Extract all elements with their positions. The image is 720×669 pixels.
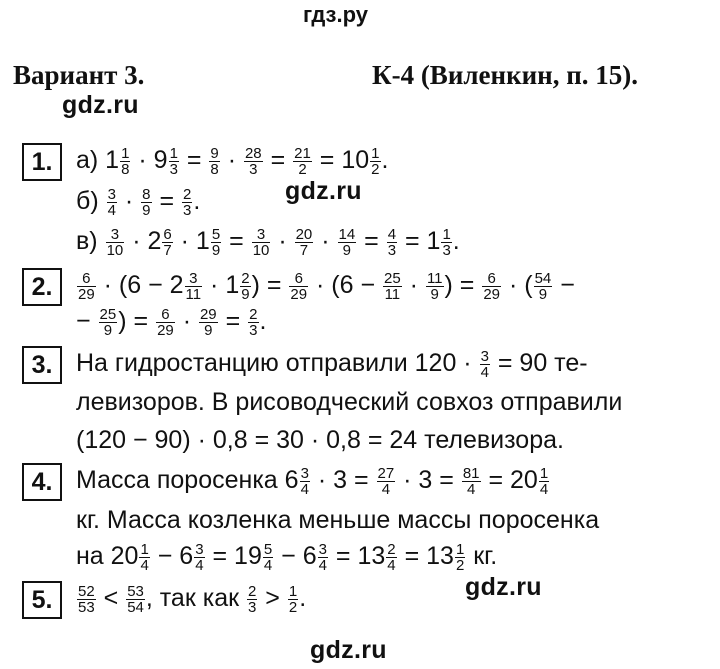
fraction-denominator: 9 (103, 321, 113, 339)
fraction-denominator: 2 (371, 160, 380, 178)
math-text: = 20 (481, 466, 538, 494)
fraction-numerator: 8 (142, 185, 151, 203)
math-text: . (381, 146, 389, 174)
fraction-denominator: 3 (169, 160, 178, 178)
watermark: gdz.ru (310, 636, 387, 664)
fraction (156, 307, 175, 338)
fraction (106, 227, 125, 258)
fraction-numerator: 2 (387, 540, 396, 558)
fraction-denominator: 9 (204, 321, 213, 339)
fraction-numerator: 1 (121, 144, 130, 162)
fraction-denominator: 7 (299, 241, 309, 259)
fraction-denominator: 4 (263, 556, 273, 574)
fraction-denominator: 29 (157, 321, 174, 339)
solution-line-t4c (76, 541, 497, 573)
fraction-denominator: 4 (381, 480, 391, 498)
fraction-numerator: 6 (163, 225, 172, 243)
fraction (462, 466, 481, 497)
math-text: · (402, 271, 425, 299)
fraction (244, 146, 263, 177)
solution-line-t4a (76, 465, 550, 497)
math-text: = 13 (328, 542, 386, 570)
fraction-numerator: 2 (183, 185, 192, 203)
fraction-denominator: 29 (290, 285, 308, 303)
math-text: · 9 (131, 146, 168, 174)
fraction-numerator: 5 (263, 540, 273, 558)
fraction-denominator: 2 (288, 598, 298, 616)
fraction-numerator: 6 (77, 271, 96, 287)
fraction-numerator: 3 (252, 227, 271, 243)
math-text: ) = (118, 307, 156, 335)
control-heading: К-4 (Виленкин, п. 15). (372, 60, 639, 90)
fraction (77, 584, 96, 615)
math-text: б) (76, 187, 106, 215)
fraction (182, 187, 192, 218)
math-text: · (314, 227, 337, 255)
math-text: . (452, 227, 460, 255)
fraction (209, 146, 219, 177)
fraction-denominator: 10 (252, 241, 270, 259)
math-text: − 6 (274, 542, 317, 570)
solution-line-t3b (76, 387, 622, 417)
math-text: . (259, 307, 267, 335)
fraction (387, 227, 397, 258)
fraction (107, 187, 117, 218)
fraction-denominator: 9 (142, 201, 151, 219)
fraction (199, 307, 218, 338)
fraction (482, 271, 501, 302)
fraction-denominator: 4 (480, 363, 489, 381)
math-text: = 90 те- (490, 349, 588, 377)
fraction (263, 542, 273, 573)
fraction-denominator: 4 (467, 480, 476, 498)
fraction (293, 146, 312, 177)
fraction-denominator: 4 (195, 556, 204, 574)
watermark: gdz.ru (465, 573, 542, 601)
math-text: < (96, 584, 126, 612)
math-text: . (193, 187, 201, 215)
math-text: · ( (502, 271, 533, 299)
fraction-denominator: 53 (78, 598, 95, 616)
math-text: , так как (145, 584, 246, 612)
fraction (139, 542, 149, 573)
math-text: · 3 = (310, 466, 376, 494)
math-text: · 1 (173, 227, 210, 255)
fraction (539, 466, 549, 497)
fraction-numerator: 6 (289, 271, 308, 287)
math-text: = (263, 146, 293, 174)
fraction-numerator: 3 (185, 271, 203, 287)
fraction-denominator: 11 (185, 285, 202, 303)
watermark: gdz.ru (285, 177, 362, 205)
math-text: · (117, 187, 141, 215)
fraction-denominator: 7 (163, 241, 172, 259)
math-text: = (222, 227, 251, 255)
math-text: левизоров. В рисоводческий совхоз отправили (76, 388, 623, 416)
fraction-numerator: 21 (294, 144, 311, 162)
fraction (370, 146, 380, 177)
fraction-numerator: 9 (210, 144, 219, 162)
fraction-numerator: 27 (377, 464, 395, 482)
fraction (169, 146, 179, 177)
fraction-denominator: 3 (387, 241, 397, 259)
site-header: гдз.ру (303, 2, 368, 27)
fraction (211, 227, 221, 258)
fraction-denominator: 54 (127, 598, 144, 616)
math-text: · (6 − 2 (96, 271, 184, 299)
fraction (426, 271, 444, 302)
fraction-numerator: 81 (462, 464, 480, 482)
math-text: кг. (466, 542, 498, 570)
math-text: > (258, 584, 287, 612)
fraction (300, 466, 310, 497)
fraction (126, 584, 145, 615)
fraction-denominator: 4 (318, 556, 327, 574)
solution-line-t3a (76, 348, 588, 380)
task-number-box: 2. (22, 268, 62, 306)
math-text: На гидростанцию отправили 120 · (76, 349, 479, 377)
fraction-numerator: 2 (249, 305, 258, 323)
fraction-denominator: 9 (342, 241, 352, 259)
math-text: = 1 (398, 227, 441, 255)
math-text: = 19 (205, 542, 262, 570)
task-number-box: 4. (22, 463, 62, 501)
fraction (247, 584, 257, 615)
math-text: = (179, 146, 209, 174)
fraction-numerator: 28 (244, 144, 262, 162)
math-text: − 6 (150, 542, 194, 570)
fraction-denominator: 8 (121, 160, 130, 178)
fraction-numerator: 5 (211, 225, 221, 243)
math-text: · (271, 227, 294, 255)
math-text: = (357, 227, 386, 255)
math-text: · (220, 146, 243, 174)
fraction (194, 542, 204, 573)
fraction-denominator: 4 (387, 556, 396, 574)
math-text: = 13 (397, 542, 454, 570)
fraction (480, 349, 490, 380)
fraction-numerator: 20 (295, 225, 313, 243)
fraction (338, 227, 357, 258)
math-text: − (76, 307, 98, 335)
fraction-numerator: 25 (99, 305, 117, 323)
fraction-numerator: 29 (199, 305, 217, 323)
fraction-numerator: 3 (300, 464, 309, 482)
fraction (289, 271, 308, 302)
fraction (240, 271, 250, 302)
math-text: − (553, 271, 575, 299)
solution-line-t2a (76, 270, 575, 302)
fraction-numerator: 6 (482, 271, 501, 287)
math-text: = 10 (312, 146, 370, 174)
fraction-numerator: 1 (371, 144, 380, 162)
fraction (534, 271, 553, 302)
fraction-denominator: 2 (298, 160, 307, 178)
fraction (455, 542, 465, 573)
math-text: ) = (444, 271, 482, 299)
math-text: (120 − 90) · 0,8 = 30 · 0,8 = 24 телевизора. (76, 426, 564, 454)
fraction-numerator: 14 (338, 225, 356, 243)
fraction-denominator: 9 (538, 285, 548, 303)
fraction (383, 271, 402, 302)
fraction (141, 187, 151, 218)
math-text: · 2 (125, 227, 162, 255)
fraction-denominator: 29 (483, 285, 501, 303)
fraction (295, 227, 314, 258)
math-text: · 3 = (396, 466, 461, 494)
fraction-denominator: 3 (183, 201, 192, 219)
fraction-numerator: 25 (384, 269, 401, 287)
math-text: · (175, 307, 198, 335)
fraction-numerator: 52 (78, 582, 95, 600)
fraction-numerator: 11 (426, 269, 443, 287)
fraction (252, 227, 271, 258)
solution-line-t1b (76, 186, 200, 218)
solution-line-t1c (76, 226, 460, 258)
fraction-numerator: 1 (455, 540, 465, 558)
fraction (120, 146, 130, 177)
fraction (77, 271, 96, 302)
fraction-numerator: 2 (248, 582, 257, 600)
fraction-numerator: 1 (442, 225, 451, 243)
fraction (185, 271, 203, 302)
fraction-numerator: 1 (288, 582, 298, 600)
fraction-numerator: 54 (534, 269, 552, 287)
fraction-denominator: 3 (249, 160, 258, 178)
task-number-box: 5. (22, 581, 62, 619)
fraction (377, 466, 396, 497)
task-number-box: 1. (22, 143, 62, 181)
fraction-denominator: 3 (248, 598, 257, 616)
fraction-numerator: 3 (107, 185, 116, 203)
variant-heading: Вариант 3. (13, 60, 145, 90)
watermark: gdz.ru (62, 91, 139, 119)
fraction-numerator: 3 (318, 540, 327, 558)
fraction-numerator: 1 (140, 540, 149, 558)
fraction-denominator: 11 (384, 285, 401, 303)
fraction (162, 227, 172, 258)
fraction (318, 542, 328, 573)
task-number-box: 3. (22, 346, 62, 384)
fraction (386, 542, 396, 573)
math-text: на 20 (76, 542, 139, 570)
fraction-denominator: 4 (107, 201, 116, 219)
fraction-denominator: 10 (106, 241, 124, 259)
solution-line-t2b (76, 306, 266, 338)
fraction (248, 307, 258, 338)
fraction-numerator: 2 (241, 269, 250, 287)
fraction-numerator: 3 (480, 347, 489, 365)
solution-line-t5a (76, 583, 306, 615)
fraction-numerator: 1 (539, 464, 549, 482)
fraction-denominator: 4 (539, 480, 549, 498)
fraction-denominator: 3 (249, 321, 258, 339)
math-text: ) = (251, 271, 289, 299)
fraction-denominator: 29 (78, 285, 95, 303)
fraction-denominator: 4 (300, 480, 309, 498)
fraction (441, 227, 451, 258)
solution-line-t4b (76, 505, 599, 535)
math-text: · (6 − (309, 271, 383, 299)
fraction (288, 584, 298, 615)
solution-line-t1a (76, 145, 388, 177)
fraction-denominator: 9 (241, 285, 250, 303)
fraction-denominator: 9 (430, 285, 439, 303)
math-text: а) 1 (76, 146, 120, 174)
fraction-numerator: 3 (106, 227, 125, 243)
math-text: Масса поросенка 6 (76, 466, 299, 494)
solution-line-t3c (76, 425, 564, 455)
fraction-numerator: 1 (169, 144, 178, 162)
fraction-denominator: 9 (211, 241, 221, 259)
fraction-numerator: 6 (156, 307, 175, 323)
math-text: в) (76, 227, 105, 255)
math-text: = (218, 307, 248, 335)
fraction-denominator: 8 (210, 160, 219, 178)
fraction-numerator: 3 (195, 540, 204, 558)
math-text: = (152, 187, 181, 215)
math-text: кг. Масса козленка меньше массы поросенка (76, 506, 600, 534)
fraction-numerator: 4 (387, 225, 397, 243)
fraction-numerator: 53 (127, 582, 144, 600)
fraction-denominator: 3 (442, 241, 451, 259)
math-text: . (299, 584, 307, 612)
fraction-denominator: 4 (140, 556, 149, 574)
fraction-denominator: 2 (455, 556, 465, 574)
math-text: · 1 (203, 271, 240, 299)
fraction (99, 307, 118, 338)
